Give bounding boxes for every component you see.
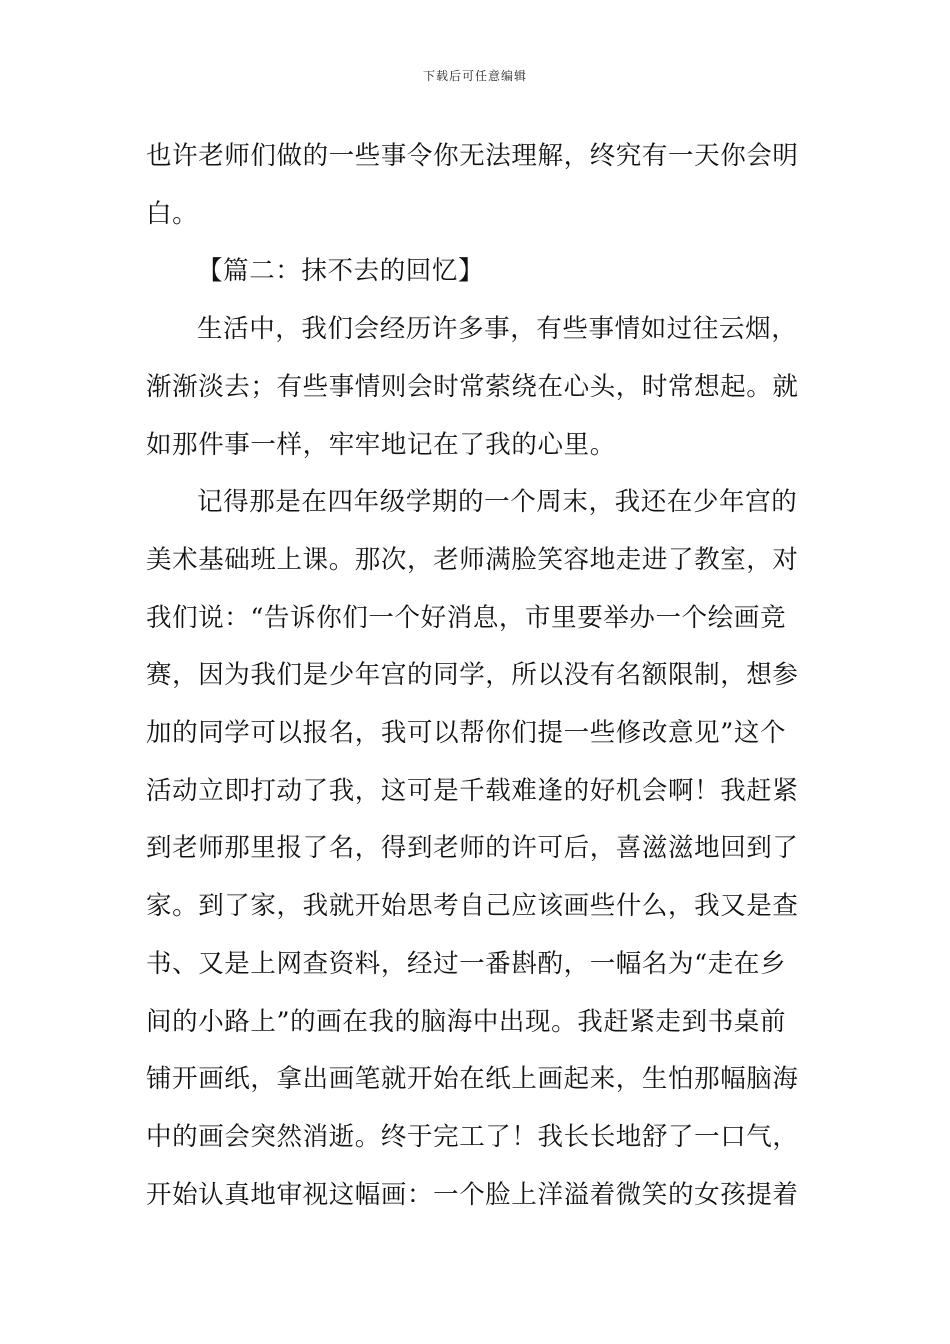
text-line: 中的画会突然消逝。终于完工了！我长长地舒了一口气， xyxy=(146,1121,799,1152)
paragraph-continuation xyxy=(146,532,806,1224)
text-line: 记得那是在四年级学期的一个周末，我还在少年宫的 xyxy=(197,487,798,518)
text-line: 生活中，我们会经历许多事，有些事情如过往云烟， xyxy=(197,314,798,345)
text-line: 加的同学可以报名，我可以帮你们提一些修改意见”这个 xyxy=(146,718,787,749)
text-line: 铺开画纸，拿出画笔就开始在纸上画起来，生怕那幅脑海 xyxy=(146,1064,799,1095)
paragraph xyxy=(146,128,806,243)
text-line: 家。到了家，我就开始思考自己应该画些什么，我又是查 xyxy=(146,891,799,922)
text-line: 开始认真地审视这幅画：一个脸上洋溢着微笑的女孩提着 xyxy=(146,1179,799,1210)
text-line: 也许老师们做的一些事令你无法理解，终究有一天你会明 xyxy=(146,141,799,171)
text-line: 间的小路上”的画在我的脑海中出现。我赶紧走到书桌前 xyxy=(146,1006,787,1037)
text-line: 到老师那里报了名，得到老师的许可后，喜滋滋地回到了 xyxy=(146,833,799,864)
text-line: 我们说：“告诉你们一个好消息，市里要举办一个绘画竞 xyxy=(146,602,787,633)
text-line: 【篇二：抹不去的回忆】 xyxy=(197,256,485,287)
paragraph xyxy=(146,301,806,359)
text-line: 白。 xyxy=(146,198,199,229)
text-line: 赛，因为我们是少年宫的同学，所以没有名额限制，想参 xyxy=(146,660,799,691)
document-body xyxy=(146,128,806,1224)
section-heading xyxy=(146,243,806,301)
text-line: 书、又是上网查资料，经过一番斟酌，一幅名为“走在乡 xyxy=(146,948,787,979)
paragraph-continuation xyxy=(146,359,806,474)
paragraph xyxy=(146,474,806,532)
text-line: 如那件事一样，牢牢地记在了我的心里。 xyxy=(146,429,616,460)
text-line: 美术基础班上课。那次，老师满脸笑容地走进了教室，对 xyxy=(146,544,799,575)
text-line: 活动立即打动了我，这可是千载难逢的好机会啊！我赶紧 xyxy=(146,775,799,806)
text-line: 渐渐淡去；有些事情则会时常萦绕在心头，时常想起。就 xyxy=(146,371,799,402)
page-header: 下载后可任意编辑 xyxy=(422,69,527,83)
